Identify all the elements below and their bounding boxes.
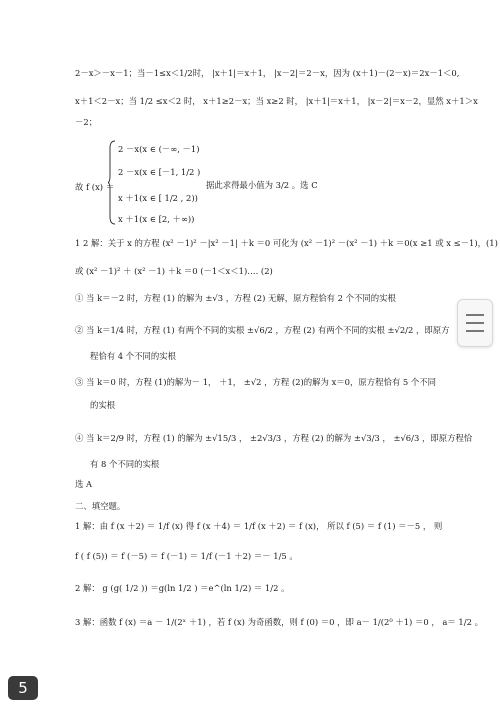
hamburger-icon: [466, 330, 484, 332]
page-number-badge: 5: [8, 676, 38, 700]
text-line: －2；: [75, 117, 98, 127]
text-line: 1 解：由 f (x ＋2) ＝ 1/f (x) 得 f (x ＋4) ＝ 1/f (x ＋2) ＝ f (x)， 所以 f (5) ＝ f (1) ＝－5 ， 则: [75, 521, 443, 531]
menu-button[interactable]: [457, 299, 493, 347]
text-line: 2－x＞－x－1；当－1≤x＜1/2时， |x＋1|＝x＋1， |x－2|＝2－x，因为 (x＋1)－(2－x)＝2x－1＜0,: [75, 68, 460, 78]
text-line: 1 2 解：关于 x 的方程 (x² －1)² －|x² －1| ＋k ＝0 可化为 (x² －1)² －(x² －1) ＋k ＝0(x ≥1 或 x ≤－1)，(1): [75, 238, 498, 248]
text-line: 的实根: [90, 400, 116, 410]
text-line: ③ 当 k＝0 时，方程 (1)的解为－ 1， ＋1， ±√2 ，方程 (2)的解为 x＝0，原方程恰有 5 个不同: [75, 377, 437, 387]
text-line: 程恰有 4 个不同的实根: [90, 351, 177, 361]
text-line: 据此求得最小值为 3/2 。选 C: [206, 180, 318, 190]
function-label: 故 f (x) ＝: [75, 182, 115, 192]
piecewise-case: 2 －x(x ∈ (－∞, －1): [118, 144, 200, 154]
text-line: 选 A: [75, 479, 93, 489]
text-line: ② 当 k＝1/4 时，方程 (1) 有两个不同的实根 ±√6/2 ，方程 (2) 有两个不同的实根 ±√2/2 ，即原方: [75, 325, 450, 335]
text-line: f ( f (5)) ＝ f (－5) ＝ f (－1) ＝ 1/f (－1 ＋2) ＝－ 1/5 。: [75, 551, 298, 561]
text-line: 3 解：函数 f (x) ＝a － 1/(2ˣ ＋1) ，若 f (x) 为奇函数，则 f (0) ＝0 ，即 a－ 1/(2⁰ ＋1) ＝0 ， a＝ 1/2 。: [75, 617, 483, 627]
text-line: 或 (x² －1)² ＋ (x² －1) ＋k ＝0 (－1＜x＜1)…. (2): [75, 266, 273, 276]
piecewise-case: x ＋1(x ∈ [2, ＋∞)): [118, 214, 195, 224]
text-line: 2 解： g (g( 1/2 )) ＝g(ln 1/2 ) ＝e^(ln 1/2) ＝ 1/2 。: [75, 583, 290, 593]
hamburger-icon: [466, 322, 484, 324]
piecewise-case: x ＋1(x ∈ [ 1/2 , 2)): [118, 193, 198, 203]
text-line: 有 8 个不同的实根: [90, 459, 160, 469]
text-line: ④ 当 k＝2/9 时，方程 (1) 的解为 ±√15/3 ， ±2√3/3 ，方程 (2) 的解为 ±√3/3 ， ±√6/3 ，即原方程恰: [75, 433, 473, 443]
text-line: ① 当 k＝－2 时，方程 (1) 的解为 ±√3 ，方程 (2) 无解，原方程恰有 2 个不同的实根: [75, 293, 396, 303]
text-line: x＋1＜2－x；当 1/2 ≤x＜2 时， x＋1≥2－x；当 x≥2 时， |x＋1|＝x＋1， |x－2|＝x－2，显然 x＋1＞x: [75, 96, 478, 106]
hamburger-icon: [466, 314, 484, 316]
piecewise-case: 2 －x(x ∈ [－1, 1/2 ): [118, 167, 201, 177]
section-heading: 二、填空题。: [75, 501, 126, 511]
